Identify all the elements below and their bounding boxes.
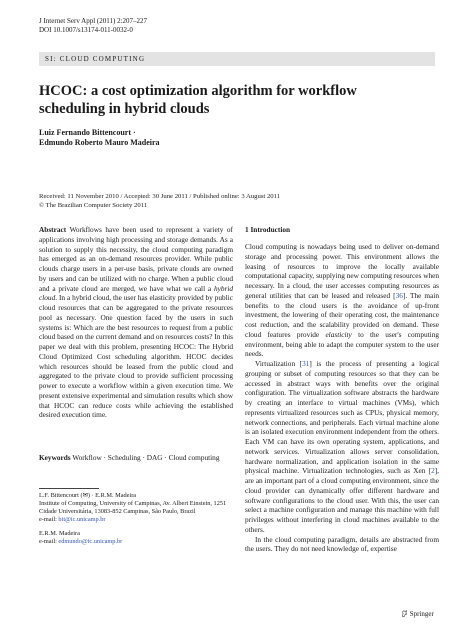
footnote-authors-1: L.F. Bittencourt (✉) · E.R.M. Madeira xyxy=(39,492,137,499)
abstract-heading: Abstract xyxy=(39,225,67,234)
keywords-heading: Keywords xyxy=(39,453,71,462)
introduction-body xyxy=(245,242,439,554)
abstract-text-1: Workflows have been used to represent a variety of applications involving high processing and storage demands. As a solution to supply this necessity, the cloud computing paradigm has emerged as an on-demand resources provider. While public clouds charge users in a per-use basis, private clouds are owned by users and can be utilized with no charge. When a public cloud and a private cloud are merged, we have what we call a xyxy=(39,225,233,293)
keywords-text: Workflow · Scheduling · DAG · Cloud computing xyxy=(72,453,220,462)
author-2: Edmundo Roberto Mauro Madeira xyxy=(39,138,160,147)
footnote-email-2-line xyxy=(39,538,239,546)
journal-citation: J Internet Serv Appl (2011) 2:207–227 xyxy=(39,17,148,25)
email-label: e-mail: xyxy=(39,538,57,545)
author-1: Luiz Fernando Bittencourt · xyxy=(39,128,136,137)
abstract xyxy=(39,225,233,420)
footnote-affiliation: Institute of Computing, University of Campinas, Av. Albert Einstein, 1251 Cidade Universitária, 13083-852 Campinas, São Paulo, Brazil xyxy=(39,500,227,515)
intro-text: Cloud computing is nowadays being used to deliver on-demand storage and processing power. This environment allows the leasing of resources to improve the locally available computational capacity, supplying new computing resources when necessary. In a cloud, the user accesses computing resources as general utilities that can be leased and released [ xyxy=(245,242,439,300)
author-footnote xyxy=(39,492,239,546)
intro-text: ], are an important part of a cloud computing environment, since the cloud provider can dynamically offer different hardware and software configurations to the cloud user. With this, the user can select a machine configuration and manage this machine with full privileges without interfering in cloud machines available to the others. xyxy=(245,466,439,534)
citation-link[interactable]: 36 xyxy=(395,290,403,300)
email-label: e-mail: xyxy=(39,516,57,523)
publisher-name: Springer xyxy=(409,610,434,618)
section-banner: SI: CLOUD COMPUTING xyxy=(39,52,435,66)
footnote-authors-2: E.R.M. Madeira xyxy=(39,530,80,537)
springer-horse-icon xyxy=(401,610,408,617)
intro-text: to the user's computing environment, being able to adapt the computer system to the user needs. xyxy=(245,329,440,359)
citation-link[interactable]: 31 xyxy=(302,359,310,368)
intro-paragraph-3: In the cloud computing paradigm, details are abstracted from the users. They do not need knowledge of, expertise xyxy=(245,534,439,554)
received-dates: Received: 11 November 2010 / Accepted: 30 June 2011 / Published online: 3 August 2011 xyxy=(39,193,281,200)
publication-history xyxy=(39,193,280,210)
abstract-emphasis: hybrid cloud xyxy=(39,283,233,303)
copyright-line: © The Brazilian Computer Society 2011 xyxy=(39,201,148,209)
email-link-2[interactable]: edmundo@ic.unicamp.br xyxy=(58,538,123,545)
email-link-1[interactable]: bit@ic.unicamp.br xyxy=(58,516,106,523)
section-heading-introduction: 1 Introduction xyxy=(245,225,291,234)
abstract-text-2: . In a hybrid cloud, the user has elasticity provided by public cloud resources that can be aggregated to the private resources pool as necessary. One question faced by the users in such systems is: Which are the best resources to request from a public cloud based on the current demand and on resources costs? In this paper we deal with this problem, presenting HCOC: The Hybrid Cloud Optimized Cost scheduling algorithm. HCOC decides which resources should be leased from the public cloud and aggregated to the private cloud to provide sufficient processing power to execute a workflow within a given execution time. We present extensive experimental and simulation results which show that HCOC can reduce costs while achieving the established desired execution time. xyxy=(39,293,233,420)
intro-text: Virtualization [ xyxy=(255,359,303,368)
footnote-divider xyxy=(39,488,99,489)
intro-text: ]. The main benefits to the cloud users is the avoidance of up-front investment, the lowering of their operating cost, the maintenance cost reduction, and the scalability provided on demand. These cloud features provide xyxy=(245,290,439,339)
intro-text: ] is the process of presenting a logical grouping or subset of computing resources so that they can be accessed in abstract ways with benefits over the original configuration. The virtualization software abstracts the hardware by creating an interface to virtual machines (VMs), which represents virtualized resources such as CPUs, physical memory, network connections, and peripherals. Each virtual machine alone is an isolated execution environment independent from the others. Each VM can have its own operating system, applications, and network services. Virtualization allows server consolidation, hardware normalization, and application isolation in the same physical machine. Virtualization technologies, such as Xen [ xyxy=(245,359,440,476)
intro-paragraph-1 xyxy=(245,242,439,359)
author-list xyxy=(39,128,160,148)
publisher-logo xyxy=(401,610,434,619)
journal-info xyxy=(39,17,147,35)
paper-title: HCOC: a cost optimization algorithm for workflow scheduling in hybrid clouds xyxy=(39,83,357,117)
intro-emphasis: elasticity xyxy=(325,329,352,339)
doi: DOI 10.1007/s13174-011-0032-0 xyxy=(39,26,133,34)
keywords xyxy=(39,453,233,463)
intro-paragraph-2 xyxy=(245,359,439,535)
footnote-email-1-line xyxy=(39,516,239,524)
citation-link[interactable]: 2 xyxy=(431,466,435,476)
